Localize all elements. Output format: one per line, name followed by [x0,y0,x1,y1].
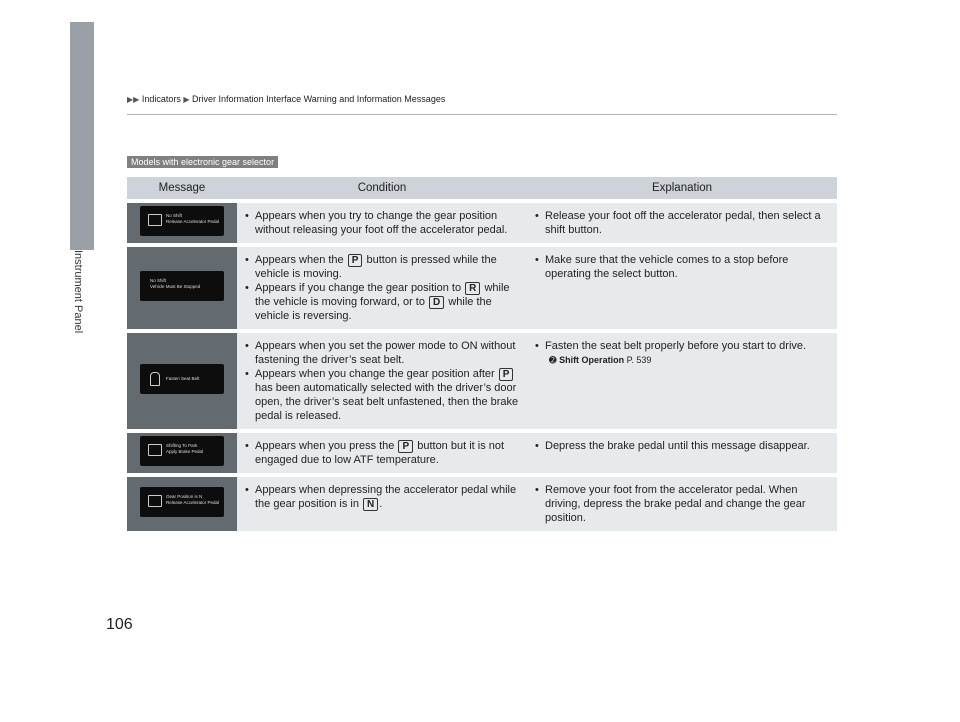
condition-bullet: • Appears when the P button is pressed while the vehicle is moving. [245,253,521,281]
table-row [127,433,837,473]
explanation-bullet: • Depress the brake pedal until this message disappear. [535,439,831,453]
message-table [127,173,837,535]
table-row [127,203,837,243]
condition-bullet: • Appears when depressing the accelerator pedal while the gear position is in N . [245,483,521,511]
condition-bullet: • Appears when you try to change the gear position without releasing your foot off the accelerator pedal. [245,209,521,237]
table-row [127,477,837,531]
page-number: 106 [106,616,133,633]
condition-bullet: • Appears when you set the power mode to ON without fastening the driver’s seat belt. [245,339,521,367]
table-header-row [127,177,837,199]
seat-belt-icon [150,372,160,386]
gear-key-p: P [499,368,514,381]
gear-selector-icon [148,495,162,507]
explanation-cell [527,477,837,531]
condition-cell [237,203,527,243]
section-tab [70,22,94,250]
column-header-explanation: Explanation [527,177,837,199]
explanation-cell [527,333,837,429]
screen-text: Apply Brake Pedal [166,449,204,454]
gear-key-p: P [398,440,413,453]
explanation-cell [527,433,837,473]
screen-text: No Shift [166,213,183,218]
message-screen-cell [127,203,237,243]
reference-page: P. 539 [626,355,652,365]
column-header-message: Message [127,177,237,199]
condition-cell [237,247,527,329]
table-row [127,333,837,429]
gear-selector-icon [148,444,162,456]
explanation-bullet: • Fasten the seat belt properly before you start to drive. [535,339,831,353]
gear-key-r: R [465,282,480,295]
message-screen [140,364,224,394]
explanation-bullet: • Make sure that the vehicle comes to a stop before operating the select button. [535,253,831,281]
message-screen-cell [127,333,237,429]
screen-text: Shifting To Park [166,443,198,448]
column-header-condition: Condition [237,177,527,199]
model-tag: Models with electronic gear selector [127,156,278,168]
cross-reference[interactable] [549,353,831,367]
message-screen-cell [127,477,237,531]
table-row [127,247,837,329]
gear-key-n: N [363,498,378,511]
explanation-cell [527,203,837,243]
screen-text: Vehicle Must Be Stopped [150,284,201,289]
explanation-bullet: • Remove your foot from the accelerator pedal. When driving, depress the brake pedal and change the gear position. [535,483,831,525]
message-screen [140,436,224,466]
breadcrumb-arrow-icon: ▶▶ [127,95,140,104]
explanation-bullet: • Release your foot off the accelerator pedal, then select a shift button. [535,209,831,237]
screen-text: Fasten Seat Belt [166,376,200,381]
breadcrumb [127,94,445,104]
gear-selector-icon [148,214,162,226]
message-screen [140,487,224,517]
breadcrumb-item-current: Driver Information Interface Warning and Information Messages [192,94,446,104]
message-screen-cell [127,247,237,329]
message-screen-cell [127,433,237,473]
section-label: Instrument Panel [72,250,84,334]
condition-cell [237,477,527,531]
screen-text: Gear Position is N [166,494,203,499]
reference-link[interactable]: Shift Operation [559,355,625,365]
condition-bullet: • Appears when you press the P button but it is not engaged due to low ATF temperature. [245,439,521,467]
header-divider [127,114,837,115]
screen-text: Release Accelerator Pedal [166,500,220,505]
message-screen [140,206,224,236]
screen-text: Release Accelerator Pedal [166,219,220,224]
gear-key-d: D [429,296,444,309]
message-screen [140,271,224,301]
gear-key-p: P [348,254,363,267]
condition-cell [237,433,527,473]
condition-cell [237,333,527,429]
screen-text: No Shift [150,278,167,283]
condition-bullet: • Appears when you change the gear position after P has been automatically selected with the driver’s door open, the driver’s seat belt unfastened, then the brake pedal is released. [245,367,521,423]
condition-bullet: • Appears if you change the gear position to R while the vehicle is moving forward, or to D while the vehicle is reversing. [245,281,521,323]
breadcrumb-arrow-icon: ▶ [183,95,190,104]
reference-arrow-icon: ➋ [549,355,557,365]
explanation-cell [527,247,837,329]
breadcrumb-item-indicators: Indicators [141,94,181,104]
